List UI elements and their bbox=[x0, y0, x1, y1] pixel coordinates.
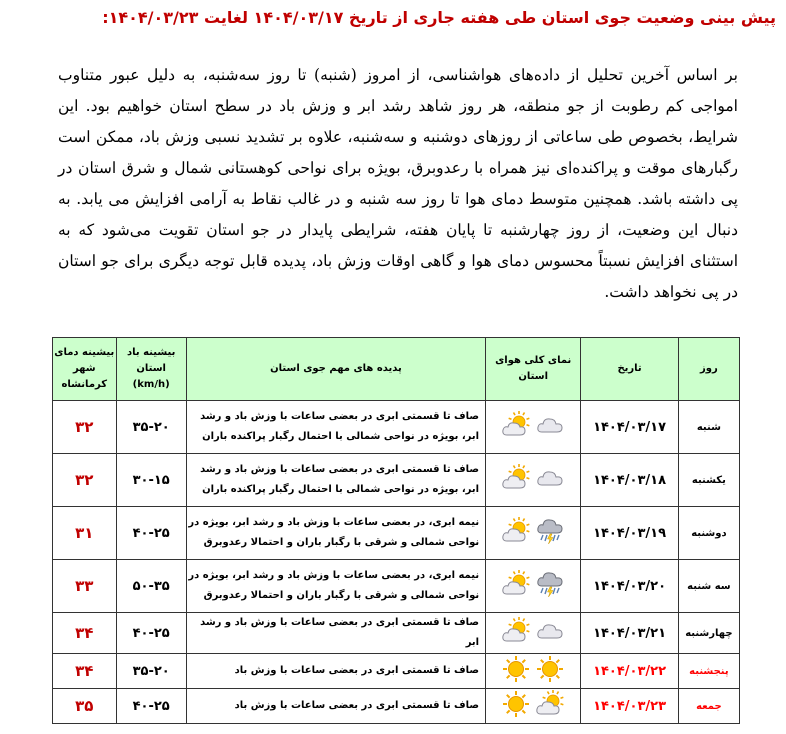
cell-day: یکشنبه bbox=[678, 454, 739, 507]
cell-phenomena: صاف تا قسمتی ابری در بعضی ساعات با وزش باد و رشد ابر bbox=[186, 613, 485, 654]
cell-temp: ۳۴ bbox=[53, 613, 117, 654]
cell-day: جمعه bbox=[678, 689, 739, 724]
header-temp: بیشینه دمای شهر کرمانشاه bbox=[53, 338, 117, 401]
cell-outlook bbox=[486, 613, 581, 654]
cell-day: چهارشنبه bbox=[678, 613, 739, 654]
cell-phenomena: نیمه ابری، در بعضی ساعات با وزش باد و رشد ابر، بویژه در نواحی شمالی و شرقی با رگبار باران و احتمالا رعدوبرق bbox=[186, 560, 485, 613]
partly-cloudy-icon bbox=[501, 516, 531, 546]
cell-phenomena: صاف تا قسمتی ابری در بعضی ساعات با وزش باد bbox=[186, 689, 485, 724]
forecast-paragraph: بر اساس آخرین تحلیل از داده‌های هواشناسی، از امروز (شنبه) تا روز سه‌شنبه، به دلیل عبور متناوب امواجی کم رطوبت از جو منطقه، هر روز شاهد رشد ابر و وزش باد در سطح استان خواهیم بود. این شرایط، بخصوص طی ساعاتی از روزهای دوشنبه و سه‌شنبه، علاوه بر تشدید نسبی وزش باد، ممکن است رگبارهای موقت و پراکنده‌ای نیز همراه با رعدوبرق، بویژه برای نواحی کوهستانی شمال و شرق استان در پی داشته باشد. همچنین متوسط دمای هوا تا روز سه شنبه و در غالب نقاط به آرامی افزایش می یابد. به دنبال این وضعیت، از روز چهارشنبه تا پایان هفته، شرایطی پایدار در جو استان تقویت می‌شود که به استثنای افزایش نسبتاً محسوس دمای هوا و گاهی اوقات وزش باد، پدیده قابل توجه دیگری برای جو استان در پی نخواهد داشت. bbox=[58, 66, 738, 301]
cell-phenomena: صاف تا قسمتی ابری در بعضی ساعات با وزش باد bbox=[186, 654, 485, 689]
partly-cloudy-icon bbox=[501, 616, 531, 646]
cell-temp: ۳۲ bbox=[53, 454, 117, 507]
cell-outlook bbox=[486, 401, 581, 454]
table-row bbox=[53, 401, 740, 454]
table-row bbox=[53, 689, 740, 724]
cell-temp: ۳۵ bbox=[53, 689, 117, 724]
cell-date: ۱۴۰۴/۰۳/۱۸ bbox=[581, 454, 678, 507]
cloud-icon bbox=[535, 616, 565, 646]
cell-phenomena: صاف تا قسمتی ابری در بعضی ساعات با وزش باد و رشد ابر، بویژه در نواحی شمالی با احتمال رگبار پراکنده باران bbox=[186, 401, 485, 454]
cell-wind: ۴۰-۲۵ bbox=[116, 689, 186, 724]
thunderstorm-icon bbox=[535, 569, 565, 599]
cell-date: ۱۴۰۴/۰۳/۲۱ bbox=[581, 613, 678, 654]
cell-date: ۱۴۰۴/۰۳/۱۹ bbox=[581, 507, 678, 560]
cell-phenomena: نیمه ابری، در بعضی ساعات با وزش باد و رشد ابر، بویژه در نواحی شمالی و شرقی با رگبار باران و احتمالا رعدوبرق bbox=[186, 507, 485, 560]
header-date: تاریخ bbox=[581, 338, 678, 401]
table-row bbox=[53, 507, 740, 560]
forecast-heading: پیش بینی وضعیت جوی استان طی هفته جاری از تاریخ ۱۴۰۴/۰۳/۱۷ لغایت ۱۴۰۴/۰۳/۲۳: bbox=[102, 8, 776, 27]
partly-cloudy-icon bbox=[501, 569, 531, 599]
table-row bbox=[53, 654, 740, 689]
cell-day: دوشنبه bbox=[678, 507, 739, 560]
sun-icon bbox=[535, 654, 565, 684]
header-day: روز bbox=[678, 338, 739, 401]
cell-day: شنبه bbox=[678, 401, 739, 454]
header-wind: بیشینه باد استان (km/h) bbox=[116, 338, 186, 401]
cell-wind: ۳۵-۲۰ bbox=[116, 654, 186, 689]
table-header-row bbox=[53, 338, 740, 401]
cell-wind: ۳۵-۲۰ bbox=[116, 401, 186, 454]
cell-outlook bbox=[486, 454, 581, 507]
cell-outlook bbox=[486, 507, 581, 560]
partly-cloudy-icon bbox=[535, 689, 565, 719]
cell-temp: ۳۱ bbox=[53, 507, 117, 560]
cell-outlook bbox=[486, 560, 581, 613]
cell-date: ۱۴۰۴/۰۳/۲۳ bbox=[581, 689, 678, 724]
cell-temp: ۳۴ bbox=[53, 654, 117, 689]
cell-phenomena: صاف تا قسمتی ابری در بعضی ساعات با وزش باد و رشد ابر، بویژه در نواحی شمالی با احتمال رگبار پراکنده باران bbox=[186, 454, 485, 507]
cell-date: ۱۴۰۴/۰۳/۲۲ bbox=[581, 654, 678, 689]
table-row bbox=[53, 454, 740, 507]
cell-wind: ۴۰-۲۵ bbox=[116, 507, 186, 560]
cell-temp: ۳۲ bbox=[53, 401, 117, 454]
sun-icon bbox=[501, 654, 531, 684]
cell-outlook bbox=[486, 689, 581, 724]
cell-date: ۱۴۰۴/۰۳/۱۷ bbox=[581, 401, 678, 454]
thunderstorm-icon bbox=[535, 516, 565, 546]
cell-wind: ۳۰-۱۵ bbox=[116, 454, 186, 507]
cell-temp: ۳۳ bbox=[53, 560, 117, 613]
header-phenomena: پدیده های مهم جوی استان bbox=[186, 338, 485, 401]
cell-day: سه شنبه bbox=[678, 560, 739, 613]
partly-cloudy-icon bbox=[501, 410, 531, 440]
cloud-icon bbox=[535, 410, 565, 440]
cloud-icon bbox=[535, 463, 565, 493]
header-outlook: نمای کلی هوای استان bbox=[486, 338, 581, 401]
cell-wind: ۴۰-۲۵ bbox=[116, 613, 186, 654]
cell-day: پنجشنبه bbox=[678, 654, 739, 689]
table-row bbox=[53, 613, 740, 654]
partly-cloudy-icon bbox=[501, 463, 531, 493]
sun-icon bbox=[501, 689, 531, 719]
cell-outlook bbox=[486, 654, 581, 689]
cell-wind: ۵۰-۳۵ bbox=[116, 560, 186, 613]
forecast-table bbox=[52, 337, 740, 724]
table-row bbox=[53, 560, 740, 613]
cell-date: ۱۴۰۴/۰۳/۲۰ bbox=[581, 560, 678, 613]
